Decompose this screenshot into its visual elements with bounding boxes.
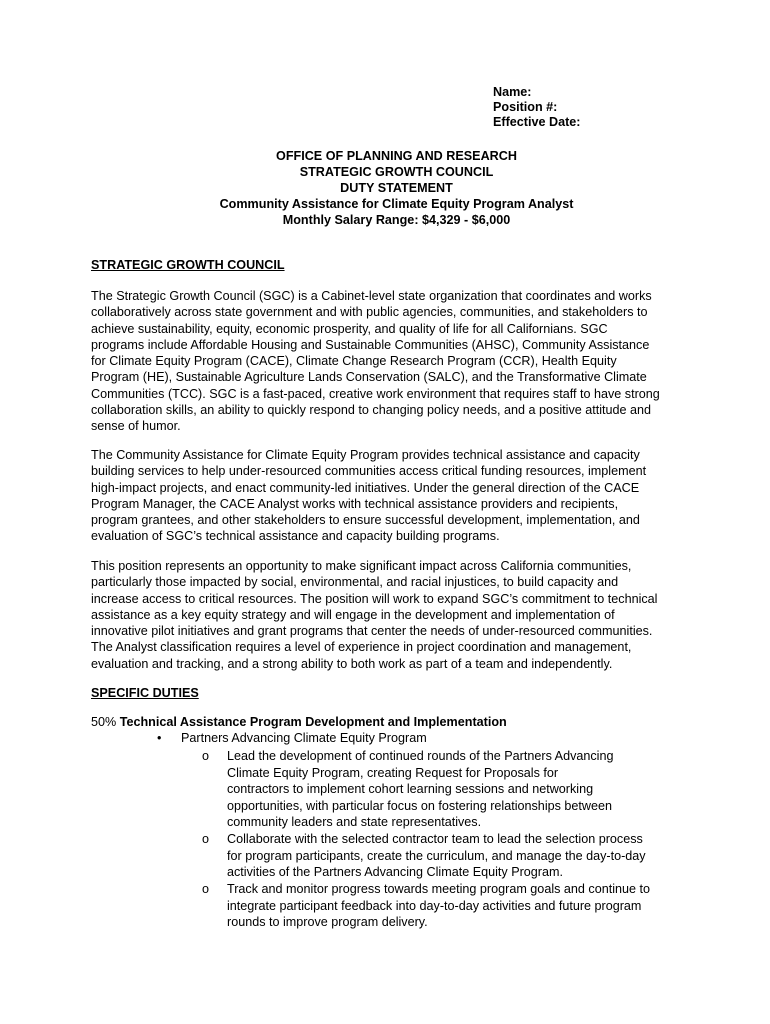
- paragraph-line: The Analyst classification requires a level of experience in project coordination and management,: [91, 640, 632, 655]
- sgc-heading: STRATEGIC GROWTH COUNCIL: [91, 258, 285, 272]
- paragraph-line: programs include Affordable Housing and Sustainable Communities (AHSC), Community Assistance: [91, 337, 650, 352]
- duty-percent: 50%: [91, 715, 117, 729]
- sub-line: Collaborate with the selected contractor team to lead the selection process: [227, 832, 643, 846]
- sgc-paragraph-2: [91, 447, 731, 545]
- paragraph-line: The Strategic Growth Council (SGC) is a Cabinet-level state organization that coordinates and works: [91, 289, 652, 303]
- sub-line: for program participants, create the curriculum, and manage the day-to-day: [227, 848, 646, 863]
- sgc-paragraph-3: [91, 558, 731, 672]
- paragraph-line: The Community Assistance for Climate Equity Program provides technical assistance and capacity: [91, 448, 640, 462]
- paragraph-line: building services to help under-resourced communities access critical funding resources, implement: [91, 464, 647, 479]
- sub-marker: o: [202, 832, 210, 846]
- bullet-marker: •: [157, 731, 162, 745]
- paragraph-line: achieve sustainability, equity, economic prosperity, and quality of life for all Californians. SGC: [91, 321, 608, 336]
- bullet-text: Partners Advancing Climate Equity Program: [181, 731, 427, 745]
- paragraph-line: high-impact projects, and enact community-led initiatives. Under the general direction of the CACE: [91, 480, 640, 495]
- paragraph-line: increase access to critical resources. The position will work to expand SGC’s commitment to technical: [91, 591, 658, 606]
- document-title: [0, 148, 770, 228]
- paragraph-line: for Climate Equity Program (CACE), Climate Change Research Program (CCR), Health Equity: [91, 354, 617, 369]
- paragraph-line: program grantees, and other stakeholders to ensure successful development, implementation, and: [91, 513, 640, 528]
- paragraph-line: evaluation and tracking, and a strong ability to both work as part of a team and independently.: [91, 656, 613, 671]
- sub-line: Lead the development of continued rounds of the Partners Advancing: [227, 749, 614, 763]
- paragraph-line: Communities (TCC). SGC is a fast-paced, creative work environment that requires staff to have strong: [91, 386, 660, 401]
- paragraph-line: Program Manager, the CACE Analyst works with technical assistance providers and recipients,: [91, 496, 619, 511]
- sub-line: opportunities, with particular focus on fostering relationships between: [227, 798, 613, 813]
- paragraph-line: assistance as a key equity strategy and will engage in the development and implementation of: [91, 607, 615, 622]
- header-fields: [493, 85, 581, 130]
- position-label: Position #:: [493, 100, 558, 114]
- paragraph-line: Program (HE), Sustainable Agriculture Lands Conservation (SALC), and the Transformative Climate: [91, 370, 647, 385]
- specific-duties-heading: SPECIFIC DUTIES: [91, 686, 199, 700]
- duty-item-1-heading: [91, 715, 507, 729]
- name-label: Name:: [493, 85, 532, 99]
- title-duty-statement: DUTY STATEMENT: [340, 181, 453, 195]
- sub-line: community leaders and state representatives.: [227, 815, 482, 829]
- sub-marker: o: [202, 882, 210, 896]
- sub-marker: o: [202, 749, 210, 763]
- duty-title: Technical Assistance Program Development and Implementation: [119, 715, 507, 729]
- sub-line: Climate Equity Program, creating Request for Proposals for: [227, 765, 559, 780]
- paragraph-line: This position represents an opportunity to make significant impact across California communities,: [91, 559, 632, 573]
- sub-line: rounds to improve program delivery.: [227, 915, 428, 929]
- title-salary: Monthly Salary Range: $4,329 - $6,000: [282, 213, 511, 227]
- paragraph-line: particularly those impacted by social, environmental, and racial injustices, to build capacity and: [91, 575, 619, 590]
- paragraph-line: evaluation of SGC’s technical assistance and capacity building programs.: [91, 529, 500, 544]
- paragraph-line: sense of humor.: [91, 419, 181, 434]
- sub-line: Track and monitor progress towards meeting program goals and continue to: [227, 882, 651, 896]
- title-office: OFFICE OF PLANNING AND RESEARCH: [276, 149, 517, 163]
- paragraph-line: collaboratively across state government and with public agencies, communities, and stakeholders to: [91, 305, 648, 320]
- sub-line: integrate participant feedback into day-to-day activities and future program: [227, 898, 642, 913]
- effective-date-label: Effective Date:: [493, 115, 581, 129]
- sgc-paragraph-1: [91, 288, 731, 435]
- title-council: STRATEGIC GROWTH COUNCIL: [299, 165, 494, 179]
- title-position: Community Assistance for Climate Equity Program Analyst: [219, 197, 574, 211]
- paragraph-line: collaboration skills, an ability to quickly respond to changing policy needs, and a positive attitude and: [91, 403, 652, 418]
- sub-line: activities of the Partners Advancing Climate Equity Program.: [227, 865, 563, 879]
- duty-bullet-1: [157, 731, 427, 745]
- paragraph-line: innovative pilot initiatives and grant programs that center the needs of under-resourced communities.: [91, 624, 653, 639]
- sub-line: contractors to implement cohort learning sessions and networking: [227, 782, 594, 796]
